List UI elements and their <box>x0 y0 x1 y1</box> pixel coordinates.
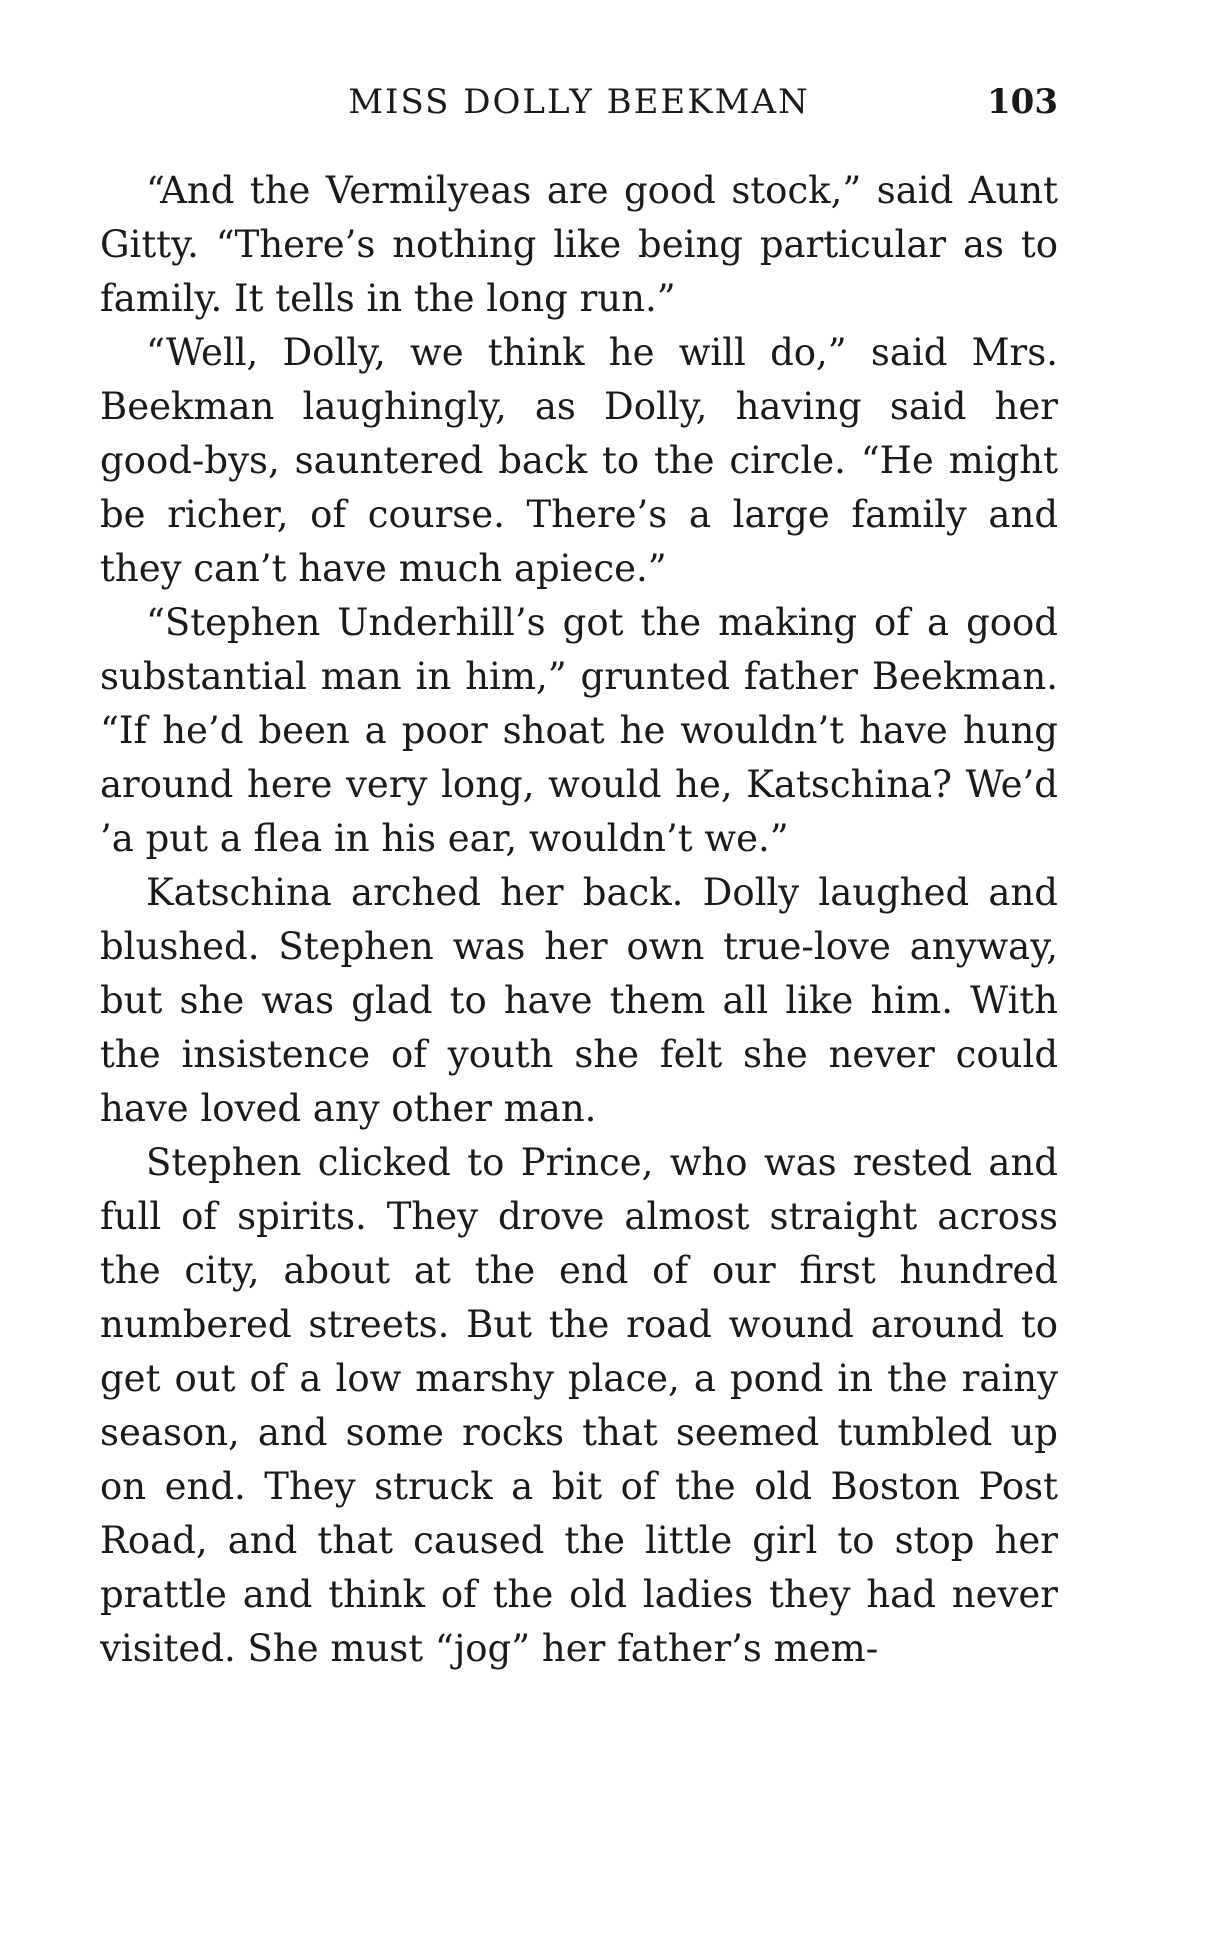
running-head: MISS DOLLY BEEKMAN <box>348 82 810 122</box>
paragraph: “And the Vermilyeas are good stock,” said Aunt Gitty. “There’s nothing like being particular as to family. It tells in the long run.” <box>100 169 1058 320</box>
page-header <box>100 70 1058 130</box>
paragraph: Stephen clicked to Prince, who was rested and full of spirits. They drove almost straight across the city, about at the end of our first hundred numbered streets. But the road wound around to get out of a low marshy place, a pond in the rainy season, and some rocks that seemed tumbled up on end. They struck a bit of the old Boston Post Road, and that caused the little girl to stop her prattle and think of the old ladies they had never visited. She must “jog” her father’s mem- <box>100 1141 1058 1670</box>
body-text <box>100 164 1058 1676</box>
book-page <box>100 70 1058 1676</box>
page-number: 103 <box>987 82 1058 122</box>
paragraph: Katschina arched her back. Dolly laughed and blushed. Stephen was her own true-love anyway, but she was glad to have them all like him. With the insistence of youth she felt she never could have loved any other man. <box>100 871 1058 1130</box>
paragraph: “Well, Dolly, we think he will do,” said Mrs. Beekman laughingly, as Dolly, having said her good-bys, sauntered back to the circle. “He might be richer, of course. There’s a large family and they can’t have much apiece.” <box>100 331 1058 590</box>
paragraph: “Stephen Underhill’s got the making of a good substantial man in him,” grunted father Beekman. “If he’d been a poor shoat he wouldn’t have hung around here very long, would he, Katschina? We’d ’a put a flea in his ear, wouldn’t we.” <box>100 601 1058 860</box>
